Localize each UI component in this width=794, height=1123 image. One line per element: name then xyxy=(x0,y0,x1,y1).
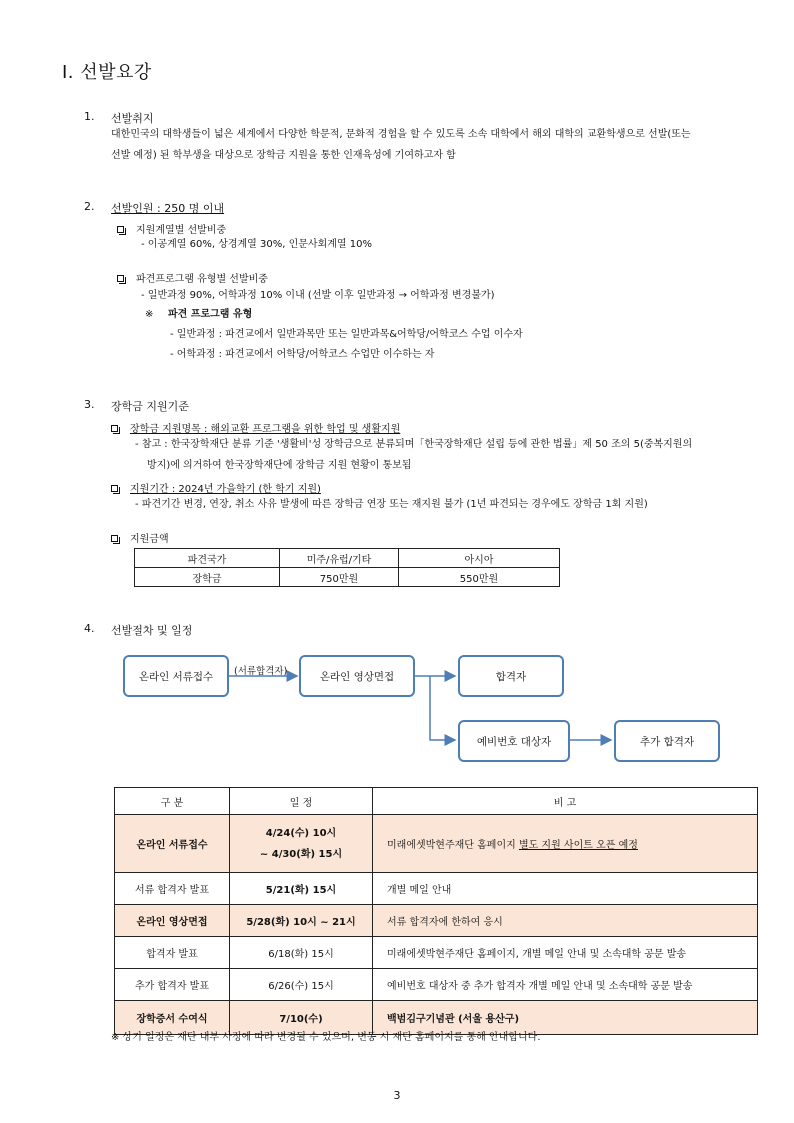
reference-line-1: - 일반과정 : 파견교에서 일반과목만 또는 일반과목&어학당/어학코스 수업 이수자 xyxy=(170,329,523,340)
schedule-date: 5/28(화) 10시 ~ 21시 xyxy=(230,905,373,937)
section-1-text-line-1: 대한민국의 대학생들이 넓은 세계에서 다양한 학문적, 문화적 경험을 할 수 있도록 소속 대학에서 해외 대학의 교환학생으로 선발(또는 xyxy=(111,129,691,140)
schedule-date xyxy=(230,815,373,873)
schedule-table xyxy=(114,787,758,1035)
section-3-bullet-3 xyxy=(111,530,169,545)
section-3-bullet-2-label: 지원기간 : 2024년 가을학기 (한 학기 지원) xyxy=(130,484,321,495)
scholarship-amount-table xyxy=(134,548,560,587)
section-2-bullet-1-detail: - 이공계열 60%, 상경계열 30%, 인문사회계열 10% xyxy=(141,239,372,250)
schedule-date: 6/18(화) 15시 xyxy=(230,937,373,969)
section-1-number: 1. xyxy=(84,110,95,123)
section-3-bullet-1 xyxy=(111,420,400,435)
reference-mark: ※ xyxy=(145,309,154,320)
checkbox-bullet-icon xyxy=(117,226,124,233)
section-3-bullet-2-line-1: - 파견기간 변경, 연장, 취소 사유 발생에 따른 장학금 연장 또는 재지원 불가 (1년 파견되는 경우에도 장학금 1회 지원) xyxy=(135,499,648,510)
schedule-note-text: 미래에셋박현주재단 홈페이지 xyxy=(387,840,519,851)
flow-step-additional-pass: 추가 합격자 xyxy=(614,720,720,762)
checkbox-bullet-icon xyxy=(111,535,118,542)
schedule-item: 온라인 영상면접 xyxy=(115,905,230,937)
section-3-heading: 장학금 지원기준 xyxy=(111,400,189,413)
flow-step-video-interview: 온라인 영상면접 xyxy=(299,655,415,697)
section-1-text-line-2: 선발 예정) 된 학부생을 대상으로 장학금 지원을 통한 인재육성에 기여하고자 함 xyxy=(111,150,456,161)
amount-header-asia: 아시아 xyxy=(399,549,560,568)
schedule-date: 5/21(화) 15시 xyxy=(230,873,373,905)
section-4-heading: 선발절차 및 일정 xyxy=(111,624,193,637)
schedule-item: 장학증서 수여식 xyxy=(115,1001,230,1035)
schedule-row xyxy=(115,905,758,937)
amount-header-americas-europe: 미주/유럽/기타 xyxy=(280,549,399,568)
section-3-bullet-1-line-2: 방지)에 의거하여 한국장학재단에 장학금 지원 현황이 통보됨 xyxy=(147,460,412,471)
schedule-date: 6/26(수) 15시 xyxy=(230,969,373,1001)
schedule-note xyxy=(373,815,758,873)
section-1-heading: 선발취지 xyxy=(111,112,154,125)
section-3-number: 3. xyxy=(84,398,95,411)
flow-step-pass: 합격자 xyxy=(458,655,564,697)
schedule-row xyxy=(115,815,758,873)
section-2-heading: 선발인원 : 250 명 이내 xyxy=(111,202,225,215)
schedule-row xyxy=(115,937,758,969)
schedule-item: 추가 합격자 발표 xyxy=(115,969,230,1001)
section-2-bullet-2-label: 파견프로그램 유형별 선발비중 xyxy=(136,274,268,285)
checkbox-bullet-icon xyxy=(117,275,124,282)
flow-step-online-application: 온라인 서류접수 xyxy=(123,655,229,697)
schedule-note: 예비번호 대상자 중 추가 합격자 개별 메일 안내 및 소속대학 공문 발송 xyxy=(373,969,758,1001)
section-2-number: 2. xyxy=(84,200,95,213)
schedule-date-end: ~ 4/30(화) 15시 xyxy=(259,848,343,860)
schedule-note: 서류 합격자에 한하여 응시 xyxy=(373,905,758,937)
schedule-note: 미래에셋박현주재단 홈페이지, 개별 메일 안내 및 소속대학 공문 발송 xyxy=(373,937,758,969)
schedule-footnote: ※ 상기 일정은 재단 내부 사정에 따라 변경될 수 있으며, 변동 시 재단 홈페이지를 통해 안내합니다. xyxy=(111,1032,541,1043)
section-3-bullet-2 xyxy=(111,480,321,495)
amount-row-label: 장학금 xyxy=(135,568,280,587)
schedule-item: 서류 합격자 발표 xyxy=(115,873,230,905)
checkbox-bullet-icon xyxy=(111,485,118,492)
section-2-bullet-1-label: 지원계열별 선발비중 xyxy=(136,225,227,236)
schedule-note: 개별 메일 안내 xyxy=(373,873,758,905)
schedule-header-item: 구 분 xyxy=(115,788,230,815)
amount-table-header-row xyxy=(135,549,560,568)
page-title: Ⅰ. 선발요강 xyxy=(62,62,152,83)
section-4-number: 4. xyxy=(84,622,95,635)
schedule-note: 백범김구기념관 (서울 용산구) xyxy=(373,1001,758,1035)
reference-line-2: - 어학과정 : 파견교에서 어학당/어학코스 수업만 이수하는 자 xyxy=(170,349,435,360)
schedule-item: 온라인 서류접수 xyxy=(115,815,230,873)
section-3-bullet-1-line-1: - 참고 : 한국장학재단 분류 기준 '생활비'성 장학금으로 분류되며「한국장학재단 설립 등에 관한 법률」제 50 조의 5(중복지원의 xyxy=(135,439,693,450)
amount-asia: 550만원 xyxy=(399,568,560,587)
schedule-item: 합격자 발표 xyxy=(115,937,230,969)
amount-table-row xyxy=(135,568,560,587)
flow-step-waitlist: 예비번호 대상자 xyxy=(458,720,570,762)
schedule-header-date: 일 정 xyxy=(230,788,373,815)
section-3-bullet-3-label: 지원금액 xyxy=(130,534,169,545)
schedule-date: 7/10(수) xyxy=(230,1001,373,1035)
checkbox-bullet-icon xyxy=(111,425,118,432)
schedule-note-underlined: 별도 지원 사이트 오픈 예정 xyxy=(518,840,638,851)
schedule-header-note: 비 고 xyxy=(373,788,758,815)
section-3-bullet-1-label: 장학금 지원명목 : 해외교환 프로그램을 위한 학업 및 생활지원 xyxy=(130,424,401,435)
schedule-row xyxy=(115,969,758,1001)
schedule-header-row xyxy=(115,788,758,815)
schedule-date-start: 4/24(수) 10시 xyxy=(265,827,337,839)
section-2-bullet-2 xyxy=(117,270,268,285)
flow-arrow-label: (서류합격자) xyxy=(234,666,288,677)
reference-heading: 파견 프로그램 유형 xyxy=(168,309,253,320)
arrow-step2-to-waitlist xyxy=(430,676,455,740)
page-number: 3 xyxy=(393,1089,401,1102)
amount-americas-europe: 750만원 xyxy=(280,568,399,587)
section-2-bullet-2-detail: - 일반과정 90%, 어학과정 10% 이내 (선발 이후 일반과정 → 어학과정 변경불가) xyxy=(141,290,495,301)
schedule-row xyxy=(115,873,758,905)
amount-header-country: 파견국가 xyxy=(135,549,280,568)
